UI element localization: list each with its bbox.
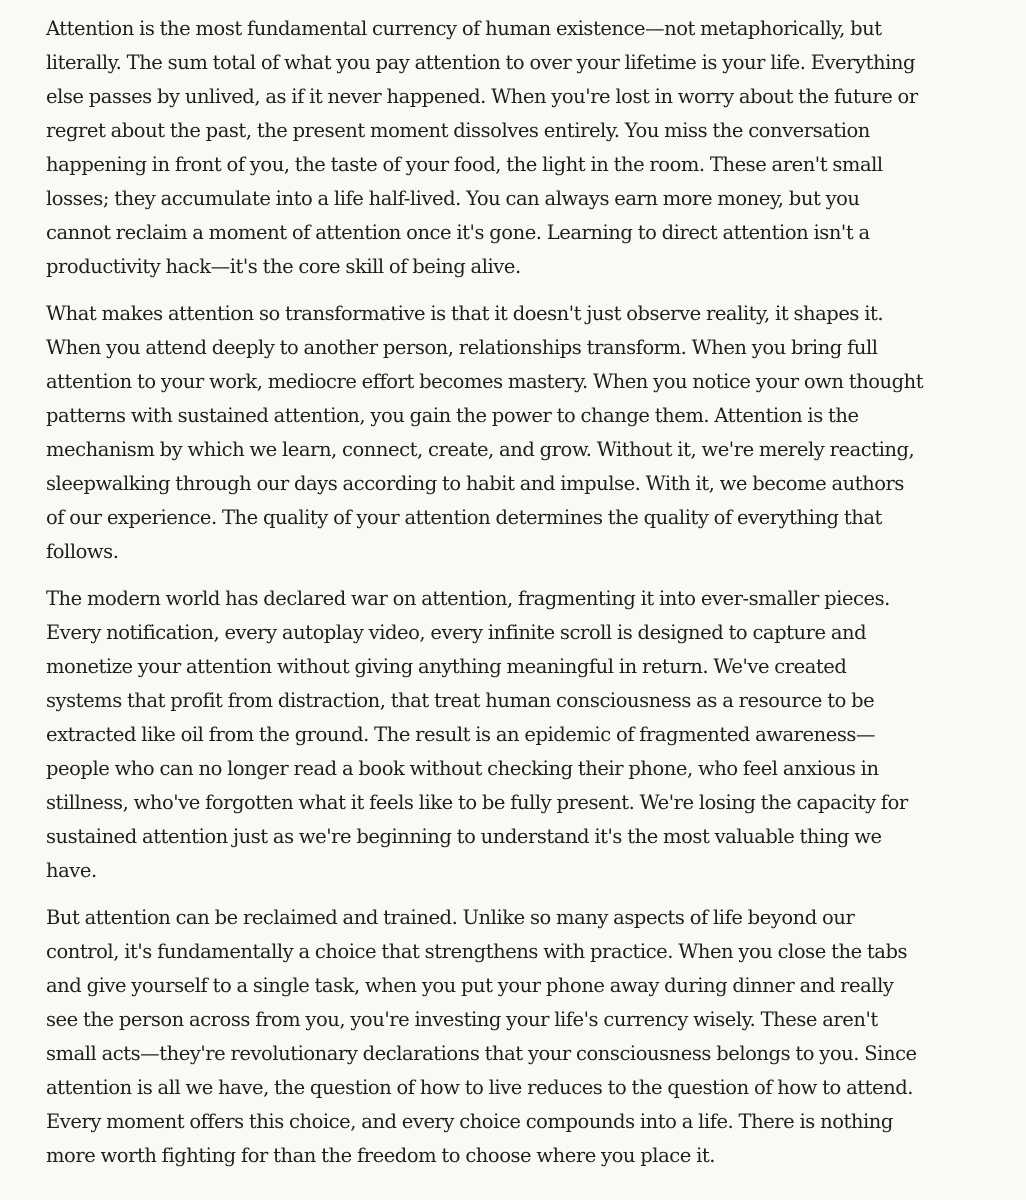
paragraph-3: The modern world has declared war on attention, fragmenting it into ever-smaller pieces. Every notification, every autoplay video, every infinite scroll is designed to capture and monetize your attention without giving anything meaningful in return. We've created systems that profit from distraction, that treat human consciousness as a resource to be extracted like oil from the ground. The result is an epidemic of fragmented awareness—people who can no longer read a book without checking their phone, who feel anxious in stillness, who've forgotten what it feels like to be fully present. We're losing the capacity for sustained attention just as we're beginning to understand it's the most valuable thing we have. xyxy=(46,587,908,882)
paragraph-2: What makes attention so transformative is that it doesn't just observe reality, it shapes it. When you attend deeply to another person, relationships transform. When you bring full attention to your work, mediocre effort becomes mastery. When you notice your own thought patterns with sustained attention, you gain the power to change them. Attention is the mechanism by which we learn, connect, create, and grow. Without it, we're merely reacting, sleepwalking through our days according to habit and impulse. With it, we become authors of our experience. The quality of your attention determines the quality of everything that follows. xyxy=(46,302,924,563)
paragraph-1: Attention is the most fundamental currency of human existence—not metaphorically, but literally. The sum total of what you pay attention to over your lifetime is your life. Everything else passes by unlived, as if it never happened. When you're lost in worry about the future or regret about the past, the present moment dissolves entirely. You miss the conversation happening in front of you, the taste of your food, the light in the room. These aren't small losses; they accumulate into a life half-lived. You can always earn more money, but you cannot reclaim a moment of attention once it's gone. Learning to direct attention isn't a productivity hack—it's the core skill of being alive. xyxy=(46,17,918,278)
paragraph-4: But attention can be reclaimed and trained. Unlike so many aspects of life beyond our control, it's fundamentally a choice that strengthens with practice. When you close the tabs and give yourself to a single task, when you put your phone away during dinner and really see the person across from you, you're investing your life's currency wisely. These aren't small acts—they're revolutionary declarations that your consciousness belongs to you. Since attention is all we have, the question of how to live reduces to the question of how to attend. Every moment offers this choice, and every choice compounds into a life. There is nothing more worth fighting for than the freedom to choose where you place it. xyxy=(46,906,917,1167)
article-body xyxy=(46,12,926,1186)
